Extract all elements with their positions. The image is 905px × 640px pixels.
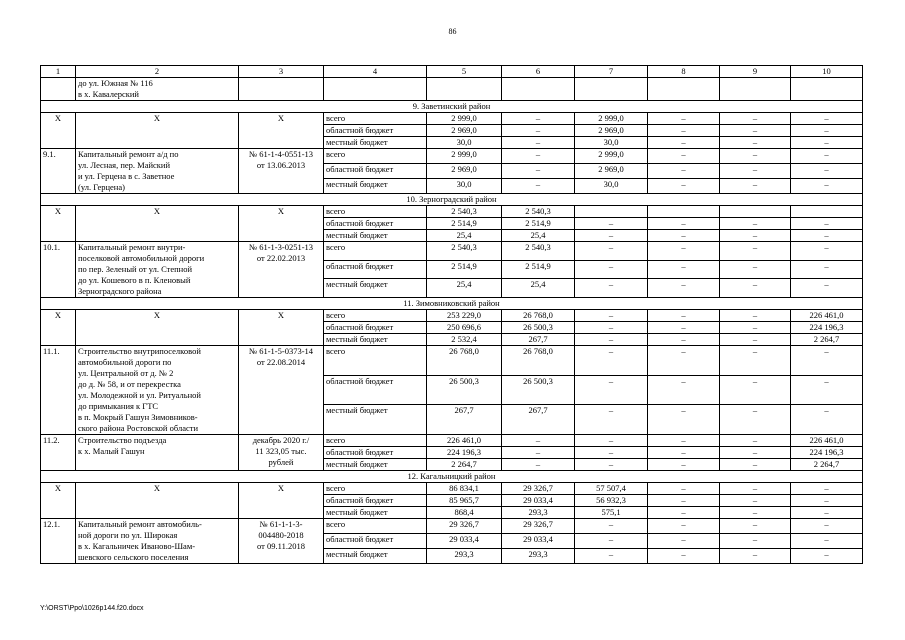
empty-cell <box>575 78 648 101</box>
value-col-7: – <box>575 346 648 376</box>
value-col-9: – <box>720 164 791 179</box>
district-header-row <box>41 194 863 206</box>
value-col-10: 224 196,3 <box>791 447 863 459</box>
value-col-5: 2 969,0 <box>427 125 502 137</box>
text-line: ной дороги по ул. Широкая <box>78 530 178 540</box>
document-reference <box>239 519 324 564</box>
district-total-row <box>41 206 863 218</box>
value-col-9: – <box>720 435 791 447</box>
file-path-footer: Y:\ORST\Ppo\1026p144.f20.docx <box>40 605 144 612</box>
empty-cell <box>720 78 791 101</box>
value-col-9: – <box>720 459 791 471</box>
fund-label: областной бюджет <box>324 447 427 459</box>
value-col-10: 224 196,3 <box>791 322 863 334</box>
text-line: Капитальный ремонт внутри- <box>78 242 186 252</box>
text-line: рублей <box>268 457 294 467</box>
text-line: поселковой автомобильной дороги <box>78 253 205 263</box>
district-title: 10. Зерноградский район <box>41 194 863 206</box>
value-col-10: – <box>791 519 863 534</box>
text-line: от 22.02.2013 <box>256 253 306 263</box>
fund-label: областной бюджет <box>324 534 427 549</box>
value-col-5: 30,0 <box>427 137 502 149</box>
value-col-7: – <box>575 405 648 435</box>
value-col-7: – <box>575 549 648 564</box>
column-number: 2 <box>76 66 239 78</box>
value-col-10: 2 264,7 <box>791 459 863 471</box>
value-col-10: – <box>791 242 863 261</box>
empty-cell <box>791 78 863 101</box>
fund-label: местный бюджет <box>324 179 427 194</box>
fund-label: всего <box>324 242 427 261</box>
value-col-7: – <box>575 218 648 230</box>
value-col-7: – <box>575 242 648 261</box>
value-col-6: 2 514,9 <box>502 260 575 279</box>
value-col-10: – <box>791 405 863 435</box>
value-col-9: – <box>720 519 791 534</box>
value-col-5: 2 532,4 <box>427 334 502 346</box>
fund-label: областной бюджет <box>324 260 427 279</box>
text-line: № 61-1-5-0373-14 <box>248 346 314 356</box>
fund-label: областной бюджет <box>324 495 427 507</box>
value-col-7: – <box>575 260 648 279</box>
text-line: декабрь 2020 г./ <box>252 435 310 445</box>
text-line: (ул. Герцена) <box>78 182 125 192</box>
item-number: 10.1. <box>41 242 76 298</box>
value-col-10: – <box>791 260 863 279</box>
object-row <box>41 435 863 447</box>
value-col-9: – <box>720 279 791 298</box>
x-mark: Х <box>76 206 239 242</box>
x-mark: Х <box>41 310 76 346</box>
fund-label: областной бюджет <box>324 164 427 179</box>
object-row <box>41 149 863 164</box>
value-col-9: – <box>720 346 791 376</box>
value-col-5: 30,0 <box>427 179 502 194</box>
object-row <box>41 519 863 534</box>
value-col-6: – <box>502 137 575 149</box>
object-description <box>76 346 239 435</box>
document-reference <box>239 435 324 471</box>
continued-description <box>76 78 239 101</box>
value-col-5: 2 514,9 <box>427 260 502 279</box>
x-mark: Х <box>76 113 239 149</box>
value-col-10: – <box>791 549 863 564</box>
value-col-10: – <box>791 218 863 230</box>
value-col-8: – <box>648 435 720 447</box>
value-col-8: – <box>648 534 720 549</box>
text-line: ул. Лесная, пер. Майский <box>78 160 171 170</box>
fund-label: местный бюджет <box>324 459 427 471</box>
column-number: 6 <box>502 66 575 78</box>
column-number-row <box>41 66 863 78</box>
value-col-5: 25,4 <box>427 230 502 242</box>
x-mark: Х <box>41 483 76 519</box>
column-number: 1 <box>41 66 76 78</box>
value-col-8: – <box>648 322 720 334</box>
value-col-9: – <box>720 534 791 549</box>
value-col-8: – <box>648 230 720 242</box>
object-row <box>41 242 863 261</box>
fund-label: всего <box>324 483 427 495</box>
text-line: в п. Мокрый Гашун Зимовников- <box>78 412 198 422</box>
x-mark: Х <box>239 113 324 149</box>
value-col-6: 25,4 <box>502 230 575 242</box>
value-col-6: 26 768,0 <box>502 310 575 322</box>
district-title: 11. Зимовниковский район <box>41 298 863 310</box>
fund-label: всего <box>324 435 427 447</box>
value-col-7: 2 969,0 <box>575 164 648 179</box>
value-col-7: 30,0 <box>575 179 648 194</box>
value-col-9: – <box>720 405 791 435</box>
value-col-6: 29 033,4 <box>502 495 575 507</box>
value-col-10: – <box>791 279 863 298</box>
value-col-7: 2 999,0 <box>575 149 648 164</box>
value-col-7 <box>575 206 648 218</box>
district-total-row <box>41 310 863 322</box>
value-col-9: – <box>720 375 791 405</box>
fund-label: местный бюджет <box>324 334 427 346</box>
value-col-8: – <box>648 507 720 519</box>
value-col-10: – <box>791 346 863 376</box>
value-col-5: 226 461,0 <box>427 435 502 447</box>
value-col-9: – <box>720 113 791 125</box>
value-col-10: – <box>791 113 863 125</box>
value-col-7: – <box>575 375 648 405</box>
value-col-6: 26 500,3 <box>502 375 575 405</box>
empty-cell <box>41 78 76 101</box>
value-col-7: 2 969,0 <box>575 125 648 137</box>
text-line: ского района Ростовской области <box>78 423 199 433</box>
text-line: Капитальный ремонт автомобиль- <box>78 519 202 529</box>
value-col-7: 30,0 <box>575 137 648 149</box>
column-number: 10 <box>791 66 863 78</box>
value-col-8: – <box>648 519 720 534</box>
value-col-10: – <box>791 483 863 495</box>
value-col-7: 2 999,0 <box>575 113 648 125</box>
text-line: Строительство внутрипоселковой <box>78 346 201 356</box>
column-number: 5 <box>427 66 502 78</box>
value-col-9: – <box>720 230 791 242</box>
text-line: до примыкания к ГТС <box>78 401 159 411</box>
value-col-6: 29 033,4 <box>502 534 575 549</box>
x-mark: Х <box>239 310 324 346</box>
value-col-6: 29 326,7 <box>502 483 575 495</box>
value-col-8: – <box>648 447 720 459</box>
value-col-7: – <box>575 322 648 334</box>
object-row <box>41 346 863 376</box>
item-number: 12.1. <box>41 519 76 564</box>
value-col-10: – <box>791 125 863 137</box>
object-description <box>76 435 239 471</box>
value-col-6: – <box>502 459 575 471</box>
value-col-5: 85 965,7 <box>427 495 502 507</box>
text-line: ул. Центральной от д. № 2 <box>78 368 174 378</box>
value-col-8: – <box>648 310 720 322</box>
value-col-8: – <box>648 459 720 471</box>
fund-label: всего <box>324 149 427 164</box>
value-col-7: – <box>575 334 648 346</box>
value-col-5: 29 033,4 <box>427 534 502 549</box>
value-col-10: 226 461,0 <box>791 435 863 447</box>
value-col-9: – <box>720 260 791 279</box>
value-col-8: – <box>648 549 720 564</box>
value-col-8: – <box>648 125 720 137</box>
column-number: 3 <box>239 66 324 78</box>
column-number: 8 <box>648 66 720 78</box>
value-col-7: – <box>575 310 648 322</box>
value-col-8: – <box>648 483 720 495</box>
value-col-7: 56 932,3 <box>575 495 648 507</box>
value-col-10: – <box>791 137 863 149</box>
x-mark: Х <box>239 206 324 242</box>
value-col-5: 267,7 <box>427 405 502 435</box>
x-mark: Х <box>76 483 239 519</box>
text-line: 11 323,05 тыс. <box>255 446 307 456</box>
value-col-6: 25,4 <box>502 279 575 298</box>
value-col-8: – <box>648 164 720 179</box>
text-line: шевского сельского поселения <box>78 552 189 562</box>
text-line: от 09.11.2018 <box>257 541 305 551</box>
value-col-6: 26 500,3 <box>502 322 575 334</box>
value-col-10: – <box>791 179 863 194</box>
text-line: № 61-1-1-3- <box>259 519 303 529</box>
value-col-9: – <box>720 483 791 495</box>
value-col-5: 293,3 <box>427 549 502 564</box>
value-col-6: 29 326,7 <box>502 519 575 534</box>
fund-label: областной бюджет <box>324 322 427 334</box>
value-col-5: 250 696,6 <box>427 322 502 334</box>
value-col-5: 86 834,1 <box>427 483 502 495</box>
value-col-10: – <box>791 375 863 405</box>
value-col-6: 293,3 <box>502 507 575 519</box>
text-line: 004480-2018 <box>258 530 304 540</box>
value-col-6: 2 540,3 <box>502 206 575 218</box>
text-line: автомобильной дороги по <box>78 357 172 367</box>
document-reference <box>239 149 324 194</box>
empty-cell <box>502 78 575 101</box>
text-line: от 22.08.2014 <box>256 357 306 367</box>
value-col-5: 2 969,0 <box>427 164 502 179</box>
value-col-5: 2 540,3 <box>427 242 502 261</box>
value-col-6: – <box>502 125 575 137</box>
value-col-7: – <box>575 459 648 471</box>
value-col-7: 575,1 <box>575 507 648 519</box>
value-col-10: – <box>791 507 863 519</box>
value-col-8 <box>648 206 720 218</box>
fund-label: всего <box>324 519 427 534</box>
fund-label: всего <box>324 310 427 322</box>
text-line: по пер. Зеленый от ул. Степной <box>78 264 193 274</box>
item-number: 9.1. <box>41 149 76 194</box>
value-col-5: 2 514,9 <box>427 218 502 230</box>
value-col-6: 2 514,9 <box>502 218 575 230</box>
column-number: 4 <box>324 66 427 78</box>
value-col-10: – <box>791 495 863 507</box>
document-reference <box>239 242 324 298</box>
value-col-5: 224 196,3 <box>427 447 502 459</box>
value-col-5: 26 768,0 <box>427 346 502 376</box>
column-number: 7 <box>575 66 648 78</box>
value-col-9: – <box>720 310 791 322</box>
text-line: и ул. Герцена в с. Заветное <box>78 171 175 181</box>
value-col-10 <box>791 206 863 218</box>
text-line: Строительство подъезда <box>78 435 167 445</box>
value-col-10: – <box>791 230 863 242</box>
value-col-9: – <box>720 334 791 346</box>
value-col-6: – <box>502 164 575 179</box>
value-col-9: – <box>720 179 791 194</box>
value-col-6: 2 540,3 <box>502 242 575 261</box>
text-line: в х. Кавалерский <box>78 89 139 99</box>
value-col-7: – <box>575 279 648 298</box>
value-col-8: – <box>648 179 720 194</box>
fund-label: местный бюджет <box>324 230 427 242</box>
value-col-5: 25,4 <box>427 279 502 298</box>
budget-table <box>40 65 863 564</box>
value-col-9: – <box>720 149 791 164</box>
fund-label: местный бюджет <box>324 507 427 519</box>
text-line: от 13.06.2013 <box>256 160 306 170</box>
value-col-7: – <box>575 447 648 459</box>
district-header-row <box>41 471 863 483</box>
fund-label: местный бюджет <box>324 137 427 149</box>
value-col-10: – <box>791 164 863 179</box>
district-header-row <box>41 298 863 310</box>
value-col-6: 293,3 <box>502 549 575 564</box>
fund-label: всего <box>324 346 427 376</box>
value-col-7: – <box>575 519 648 534</box>
value-col-6: – <box>502 149 575 164</box>
item-number: 11.1. <box>41 346 76 435</box>
empty-cell <box>648 78 720 101</box>
continued-row <box>41 78 863 101</box>
value-col-8: – <box>648 113 720 125</box>
text-line: к х. Малый Гашун <box>78 446 145 456</box>
text-line: до д. № 58, и от перекрестка <box>78 379 181 389</box>
value-col-10: – <box>791 534 863 549</box>
text-line: ул. Молодежной и ул. Ритуальной <box>78 390 201 400</box>
value-col-5: 26 500,3 <box>427 375 502 405</box>
fund-label: местный бюджет <box>324 279 427 298</box>
value-col-5: 2 264,7 <box>427 459 502 471</box>
value-col-8: – <box>648 260 720 279</box>
value-col-9: – <box>720 549 791 564</box>
value-col-6: 26 768,0 <box>502 346 575 376</box>
object-description <box>76 149 239 194</box>
value-col-6: 267,7 <box>502 334 575 346</box>
item-number: 11.2. <box>41 435 76 471</box>
value-col-6: 267,7 <box>502 405 575 435</box>
value-col-8: – <box>648 279 720 298</box>
value-col-10: 2 264,7 <box>791 334 863 346</box>
object-description <box>76 519 239 564</box>
value-col-9: – <box>720 218 791 230</box>
value-col-8: – <box>648 375 720 405</box>
x-mark: Х <box>76 310 239 346</box>
value-col-9: – <box>720 242 791 261</box>
fund-label: местный бюджет <box>324 405 427 435</box>
fund-label: областной бюджет <box>324 218 427 230</box>
text-line: в х. Кагальничек Иваново-Шам- <box>78 541 196 551</box>
object-description <box>76 242 239 298</box>
empty-cell <box>427 78 502 101</box>
value-col-5: 29 326,7 <box>427 519 502 534</box>
column-number: 9 <box>720 66 791 78</box>
value-col-7: – <box>575 435 648 447</box>
fund-label: всего <box>324 206 427 218</box>
text-line: до ул. Южная № 116 <box>78 78 153 88</box>
x-mark: Х <box>41 113 76 149</box>
value-col-7: – <box>575 534 648 549</box>
value-col-6: – <box>502 447 575 459</box>
x-mark: Х <box>41 206 76 242</box>
value-col-6: – <box>502 179 575 194</box>
value-col-9: – <box>720 507 791 519</box>
value-col-5: 253 229,0 <box>427 310 502 322</box>
empty-cell <box>239 78 324 101</box>
value-col-8: – <box>648 334 720 346</box>
value-col-7: – <box>575 230 648 242</box>
text-line: Капитальный ремонт а/д по <box>78 149 179 159</box>
district-total-row <box>41 113 863 125</box>
value-col-8: – <box>648 242 720 261</box>
text-line: № 61-1-4-0551-13 <box>248 149 314 159</box>
district-total-row <box>41 483 863 495</box>
value-col-9: – <box>720 447 791 459</box>
district-header-row <box>41 101 863 113</box>
text-line: № 61-1-3-0251-13 <box>248 242 314 252</box>
value-col-5: 868,4 <box>427 507 502 519</box>
value-col-9: – <box>720 125 791 137</box>
value-col-9: – <box>720 137 791 149</box>
fund-label: областной бюджет <box>324 375 427 405</box>
district-title: 12. Кагальницкий район <box>41 471 863 483</box>
fund-label: местный бюджет <box>324 549 427 564</box>
value-col-9: – <box>720 322 791 334</box>
fund-label: областной бюджет <box>324 125 427 137</box>
text-line: Зерноградского района <box>78 286 162 296</box>
page-number: 86 <box>448 27 457 36</box>
value-col-8: – <box>648 346 720 376</box>
empty-cell <box>324 78 427 101</box>
value-col-9: – <box>720 495 791 507</box>
value-col-5: 2 540,3 <box>427 206 502 218</box>
document-reference <box>239 346 324 435</box>
text-line: до ул. Кошевого в п. Кленовый <box>78 275 191 285</box>
value-col-7: 57 507,4 <box>575 483 648 495</box>
value-col-8: – <box>648 495 720 507</box>
value-col-5: 2 999,0 <box>427 149 502 164</box>
value-col-10: – <box>791 149 863 164</box>
x-mark: Х <box>239 483 324 519</box>
value-col-8: – <box>648 405 720 435</box>
value-col-9 <box>720 206 791 218</box>
value-col-6: – <box>502 113 575 125</box>
value-col-6: – <box>502 435 575 447</box>
fund-label: всего <box>324 113 427 125</box>
district-title: 9. Заветинский район <box>41 101 863 113</box>
value-col-8: – <box>648 149 720 164</box>
value-col-8: – <box>648 218 720 230</box>
value-col-5: 2 999,0 <box>427 113 502 125</box>
value-col-10: 226 461,0 <box>791 310 863 322</box>
value-col-8: – <box>648 137 720 149</box>
